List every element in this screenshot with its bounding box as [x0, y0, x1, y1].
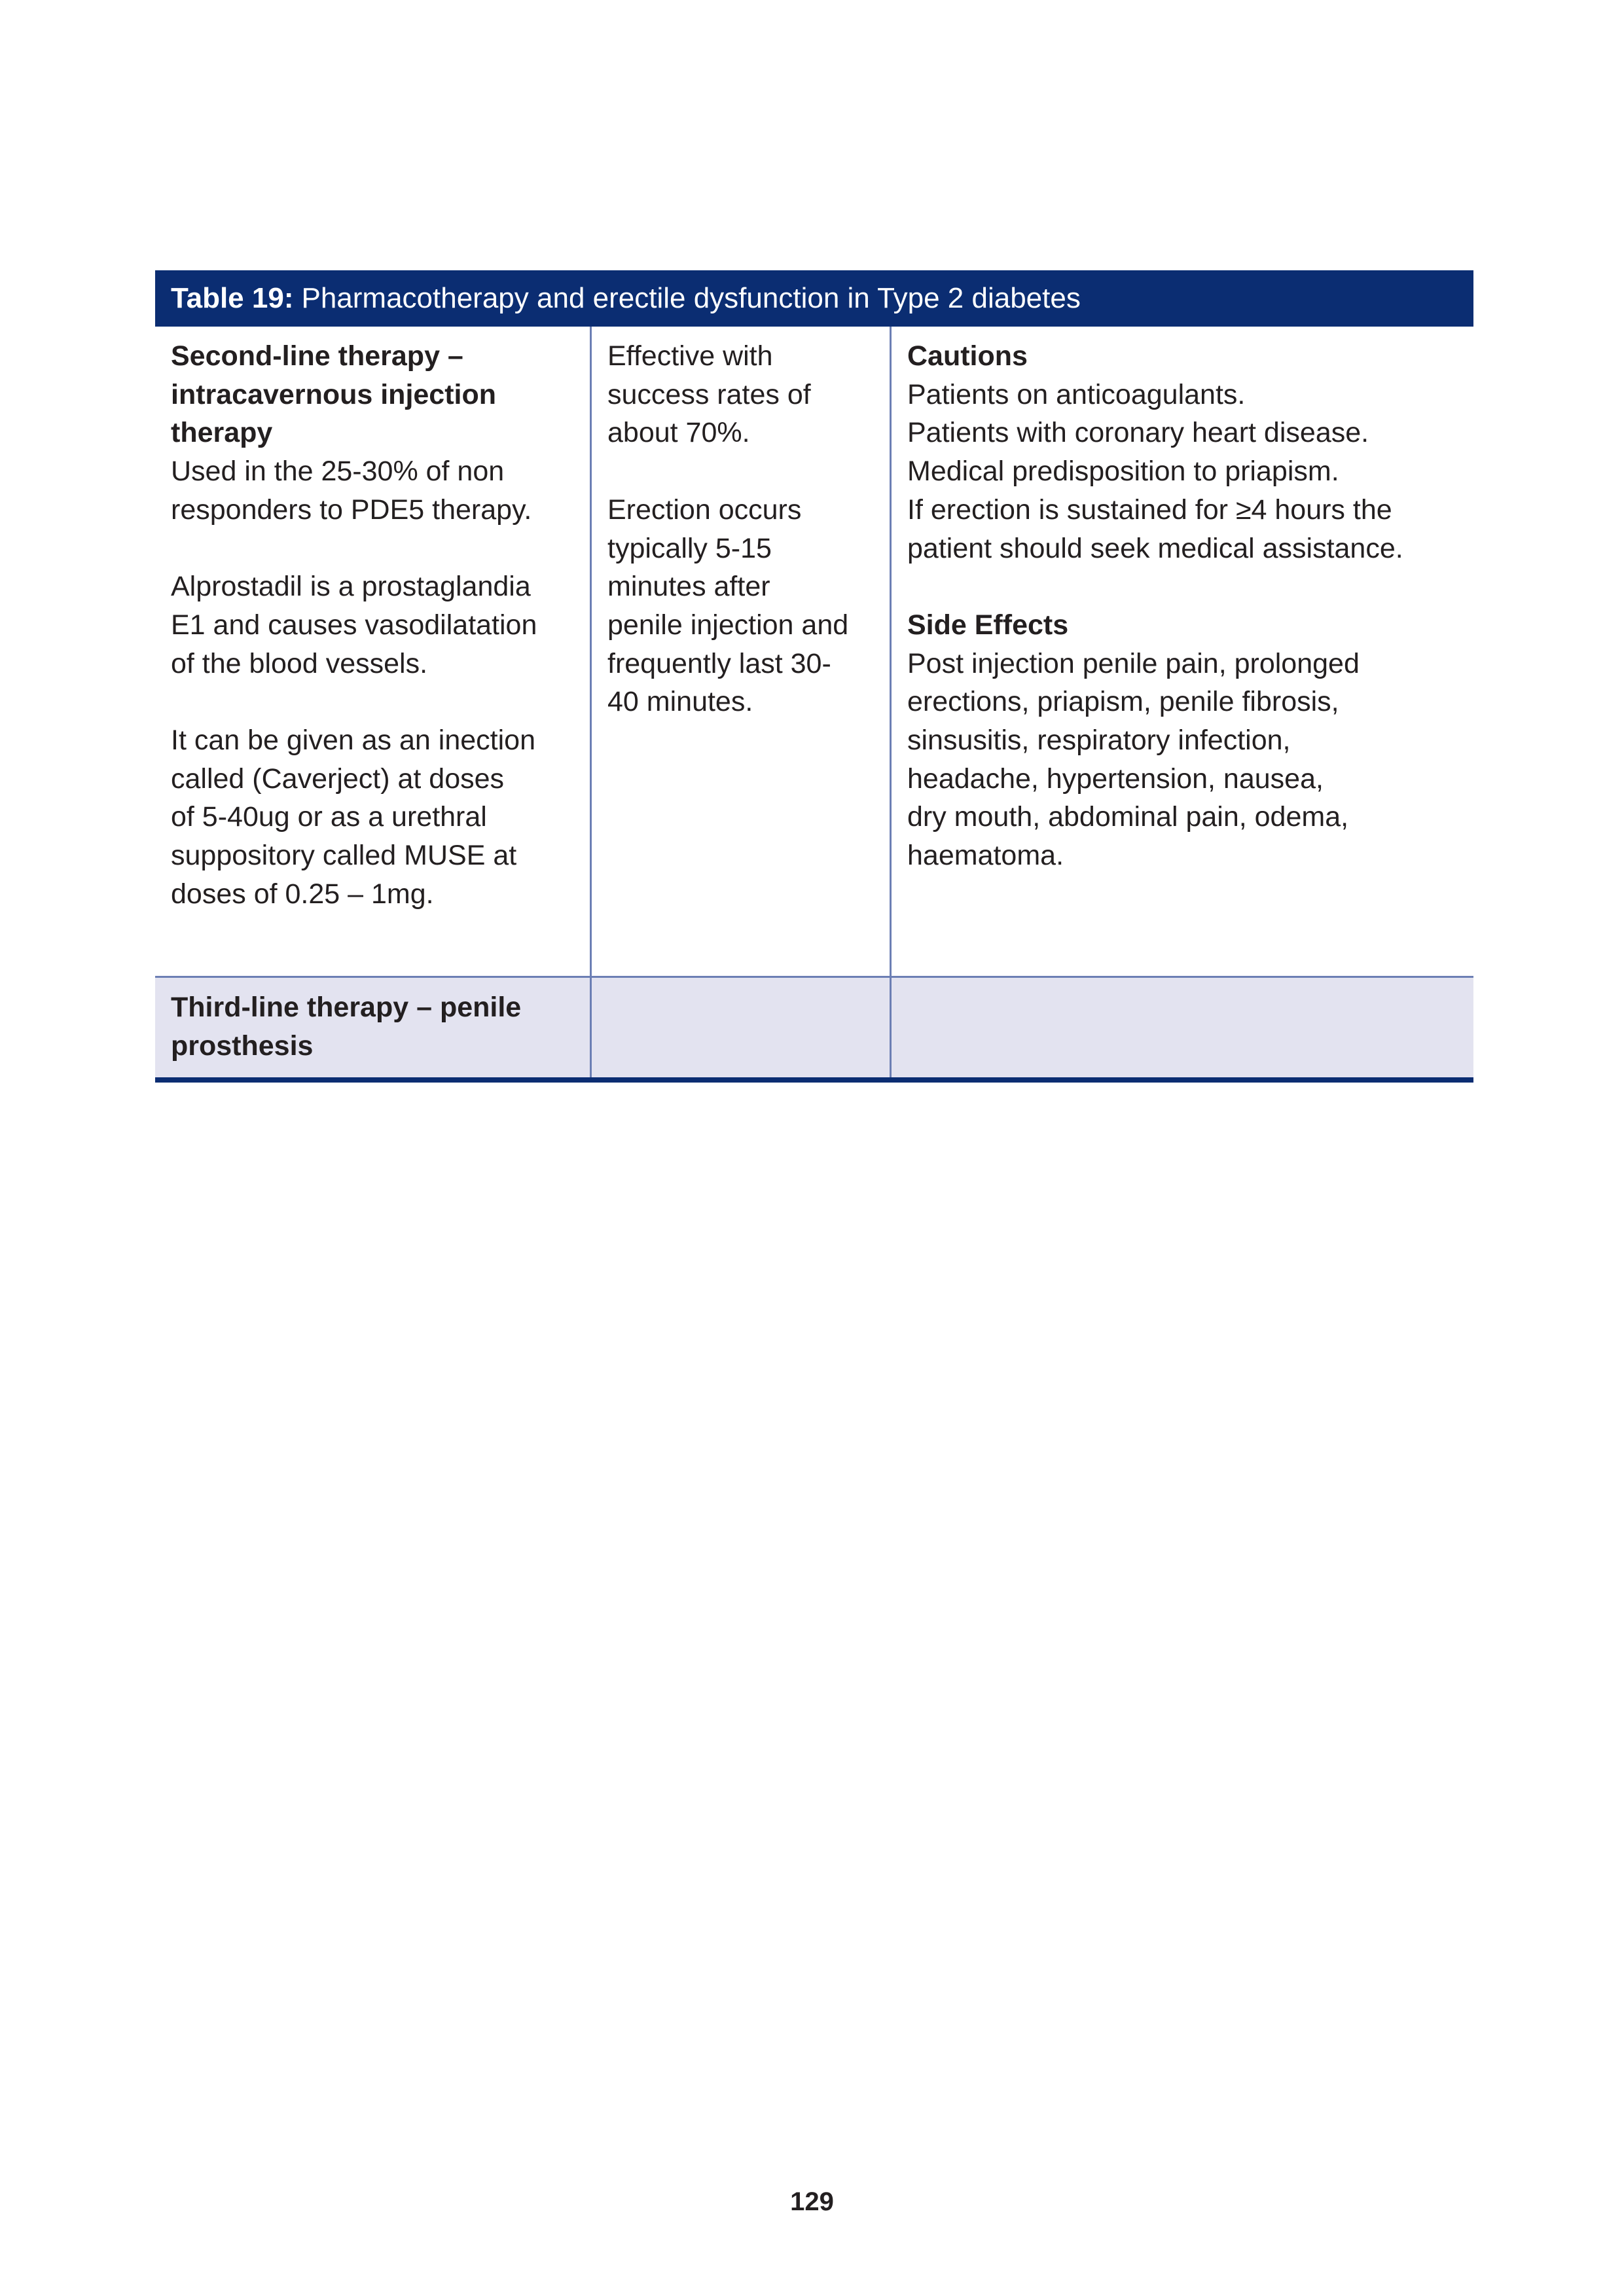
paragraph-gap	[171, 529, 574, 568]
side-effects-heading: Side Effects	[907, 609, 1069, 641]
success-rate-text: Effective with	[607, 340, 773, 372]
efficacy-cell	[590, 327, 892, 976]
alprostadil-text: E1 and causes vasodilatation	[171, 609, 537, 641]
table-row-second-line	[155, 327, 1473, 978]
non-responders-text: Used in the 25-30% of non	[171, 456, 505, 488]
table-caption-text: Pharmacotherapy and erectile dysfunction in Type 2 diabetes	[301, 282, 1081, 314]
erection-timing-text: typically 5-15	[607, 532, 772, 564]
dosing-text: It can be given as an inection	[171, 725, 535, 756]
erection-timing-text: minutes after	[607, 571, 770, 603]
side-effects-text: Post injection penile pain, prolonged	[907, 647, 1360, 679]
caution-item: Medical predisposition to priapism.	[907, 456, 1339, 488]
second-line-therapy-cell	[155, 327, 590, 976]
erection-timing-text: frequently last 30-	[607, 647, 831, 679]
table-caption	[155, 270, 1473, 327]
alprostadil-text: Alprostadil is a prostaglandia	[171, 571, 531, 603]
table-caption-label: Table 19:	[171, 282, 294, 314]
paragraph-gap	[171, 683, 574, 721]
caution-item: Patients on anticoagulants.	[907, 378, 1246, 410]
dosing-text: of 5-40ug or as a urethral	[171, 801, 487, 833]
side-effects-text: sinsusitis, respiratory infection,	[907, 725, 1291, 757]
dosing-text: called (Caverject) at doses	[171, 762, 505, 795]
side-effects-text: haematoma.	[907, 840, 1064, 872]
paragraph-gap	[607, 452, 874, 491]
caution-item: patient should seek medical assistance.	[907, 532, 1403, 564]
success-rate-text: success rates of	[607, 378, 811, 410]
page-number: 129	[790, 2187, 834, 2216]
third-line-therapy-cell	[155, 978, 590, 1077]
third-line-heading: prosthesis	[171, 1030, 314, 1062]
side-effects-text: headache, hypertension, nausea,	[907, 762, 1324, 795]
third-line-heading: Third-line therapy – penile	[171, 992, 522, 1023]
empty-cell	[892, 978, 1473, 1077]
alprostadil-text: of the blood vessels.	[171, 647, 428, 679]
dosing-text: suppository called MUSE at	[171, 840, 517, 872]
cautions-heading: Cautions	[907, 340, 1028, 372]
second-line-heading: therapy	[171, 417, 273, 449]
pharmacotherapy-table	[155, 270, 1473, 1083]
paragraph-gap	[907, 567, 1458, 606]
side-effects-text: erections, priapism, penile fibrosis,	[907, 686, 1339, 718]
erection-timing-text: 40 minutes.	[607, 686, 753, 718]
caution-item: Patients with coronary heart disease.	[907, 417, 1369, 449]
table-row-third-line	[155, 978, 1473, 1083]
cautions-side-effects-cell	[892, 327, 1473, 976]
empty-cell	[590, 978, 892, 1077]
side-effects-text: dry mouth, abdominal pain, odema,	[907, 801, 1349, 833]
second-line-heading: Second-line therapy –	[171, 340, 463, 372]
dosing-text: doses of 0.25 – 1mg.	[171, 878, 434, 910]
non-responders-text: responders to PDE5 therapy.	[171, 493, 532, 526]
erection-timing-text: Erection occurs	[607, 493, 802, 526]
second-line-heading: intracavernous injection	[171, 378, 497, 410]
caution-item: If erection is sustained for ≥4 hours the	[907, 493, 1392, 526]
erection-timing-text: penile injection and	[607, 609, 849, 641]
success-rate-text: about 70%.	[607, 417, 750, 449]
